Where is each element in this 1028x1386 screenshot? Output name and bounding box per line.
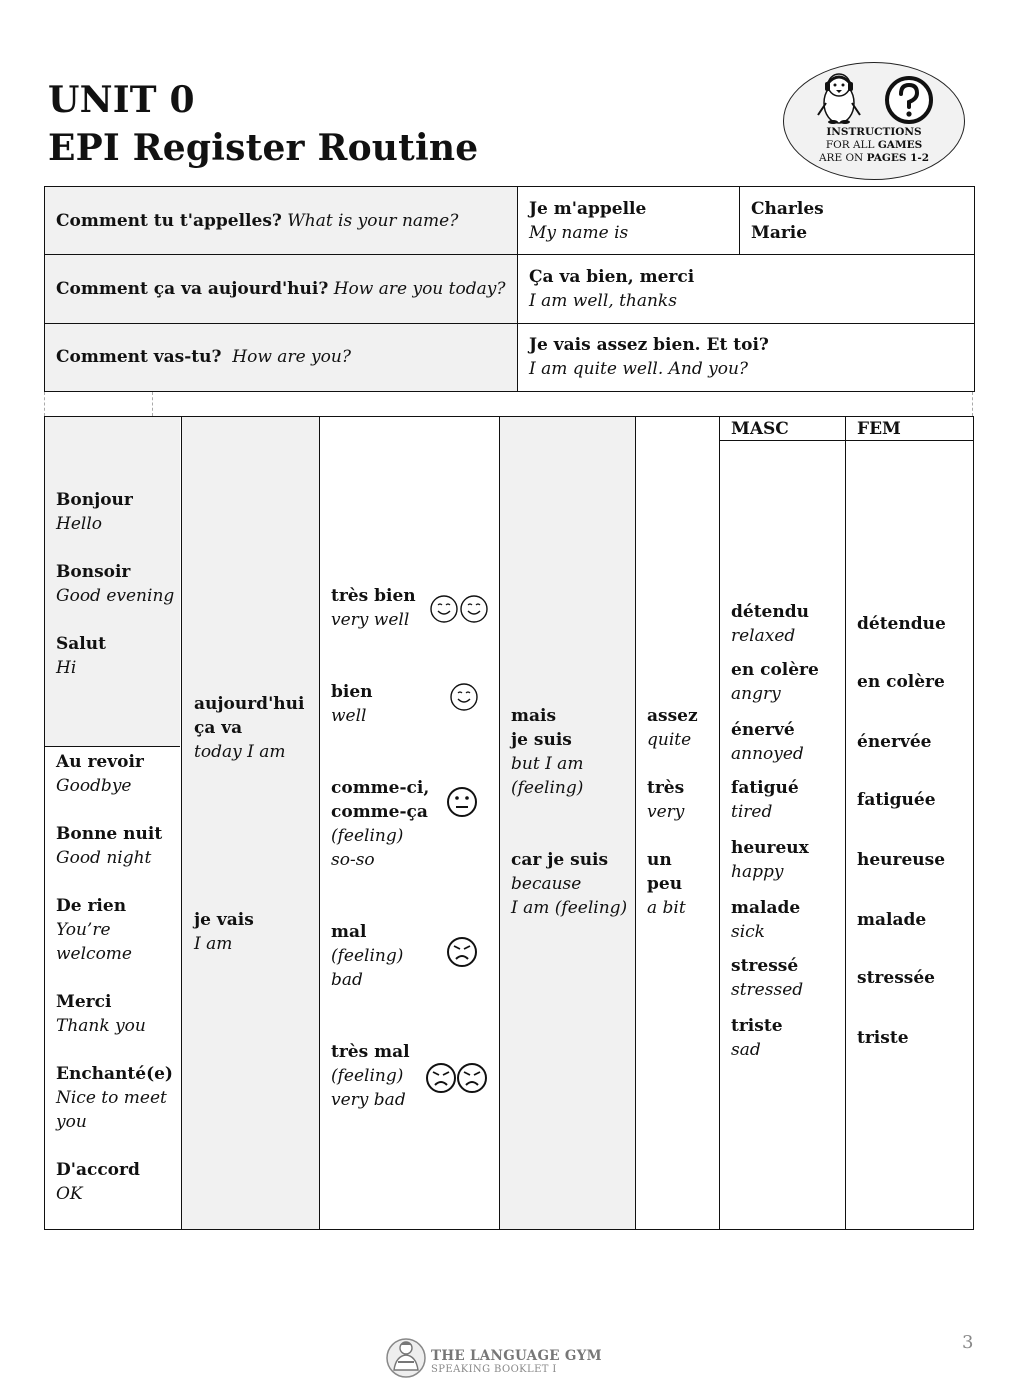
adjective-masc: stressé — [731, 956, 799, 976]
fem-item — [857, 788, 936, 812]
names-cell — [740, 187, 975, 255]
intensifier-fr: peu — [647, 874, 683, 894]
page-title — [48, 76, 478, 172]
adjective-fem: triste — [857, 1028, 909, 1048]
masc-item — [731, 954, 803, 1002]
farewell-en: Thank you — [56, 1016, 146, 1036]
connector-fr: mais — [511, 706, 557, 726]
feeling-item — [331, 776, 429, 872]
answer-fr: Ça va bien, merci — [529, 266, 695, 287]
feeling-item — [331, 584, 416, 632]
table-row — [45, 323, 975, 391]
adjective-masc: en colère — [731, 660, 819, 680]
language-gym-logo-icon — [385, 1332, 427, 1380]
badge-line-1: INSTRUCTIONS — [826, 126, 922, 138]
adjective-masc: énervé — [731, 720, 795, 740]
adjective-en: angry — [731, 684, 781, 704]
feeling-en: so-so — [331, 850, 375, 870]
feeling-item — [331, 680, 373, 728]
question-en: How are you? — [232, 347, 351, 368]
connector-en: because — [511, 874, 582, 894]
farewell-en: you — [56, 1112, 87, 1132]
feeling-fr: très mal — [331, 1042, 410, 1062]
fem-header: FEM — [846, 417, 974, 441]
badge-line-3a: ARE ON — [818, 152, 867, 164]
feeling-item — [331, 920, 403, 992]
happy-face-icon — [447, 682, 481, 712]
feeling-fr: bien — [331, 682, 373, 702]
question-fr: Comment tu t'appelles? — [56, 210, 282, 231]
fem-column — [846, 417, 974, 1229]
adjective-fem: en colère — [857, 672, 945, 692]
connector-column — [500, 417, 636, 1229]
instructions-badge — [783, 62, 965, 180]
feeling-en: bad — [331, 970, 363, 990]
farewell-fr: De rien — [56, 896, 127, 916]
adjective-fem: heureuse — [857, 850, 946, 870]
fem-item — [857, 908, 926, 932]
angry-face-icon — [445, 936, 479, 968]
divider-mark — [44, 392, 45, 416]
adjective-en: tired — [731, 802, 773, 822]
adjective-en: relaxed — [731, 626, 796, 646]
instructions-text — [784, 126, 964, 165]
starter-item — [194, 692, 304, 764]
intensifier-fr: assez — [647, 706, 698, 726]
adjective-masc: triste — [731, 1016, 783, 1036]
fem-item — [857, 730, 931, 754]
adjective-en: stressed — [731, 980, 804, 1000]
greeting-fr: Bonjour — [56, 490, 133, 510]
greetings-list — [56, 488, 174, 680]
badge-line-2a: FOR ALL — [825, 139, 878, 151]
farewell-en: welcome — [56, 944, 132, 964]
feeling-en: very well — [331, 610, 410, 630]
divider-row — [44, 392, 974, 416]
answer-en: I am quite well. And you? — [529, 359, 749, 380]
answer-cell — [518, 255, 975, 323]
question-cell — [45, 187, 518, 255]
fem-item — [857, 670, 945, 694]
farewell-en: Nice to meet — [56, 1088, 167, 1108]
feeling-fr: comme-ça — [331, 802, 428, 822]
adjective-en: sick — [731, 922, 765, 942]
feeling-fr: très bien — [331, 586, 416, 606]
greeting-en: Hello — [56, 514, 102, 534]
starter-en: today I am — [194, 742, 286, 762]
footer-brand: THE LANGUAGE GYM — [431, 1348, 602, 1364]
farewell-fr: Merci — [56, 992, 112, 1012]
feeling-en: very bad — [331, 1090, 406, 1110]
adjective-en: annoyed — [731, 744, 804, 764]
name-option: Charles — [751, 198, 824, 219]
connector-en: I am (feeling) — [511, 898, 628, 918]
farewell-fr: Enchanté(e) — [56, 1064, 173, 1084]
fem-item — [857, 612, 946, 636]
sentence-builder — [44, 416, 974, 1230]
connector-en: but I am — [511, 754, 584, 774]
name-option: Marie — [751, 222, 808, 243]
starter-en: I am — [194, 934, 233, 954]
farewells-list — [56, 750, 173, 1206]
masc-item — [731, 836, 809, 884]
adjective-masc: malade — [731, 898, 801, 918]
masc-item — [731, 600, 809, 648]
adjective-fem: fatiguée — [857, 790, 936, 810]
intensifier-list — [647, 704, 698, 920]
masc-header: MASC — [720, 417, 846, 441]
question-fr: Comment vas-tu? — [56, 347, 222, 368]
feeling-fr: mal — [331, 922, 367, 942]
table-row — [45, 187, 975, 255]
adjective-en: happy — [731, 862, 784, 882]
feeling-fr: comme-ci, — [331, 778, 430, 798]
masc-item — [731, 896, 800, 944]
farewell-en: Good night — [56, 848, 152, 868]
adjective-fem: énervée — [857, 732, 932, 752]
adjective-fem: détendue — [857, 614, 946, 634]
feeling-en: (feeling) — [331, 946, 404, 966]
question-cell — [45, 255, 518, 323]
masc-item — [731, 776, 799, 824]
answer-en: My name is — [529, 222, 629, 243]
question-en: How are you today? — [333, 278, 506, 299]
intensifier-en: a bit — [647, 898, 686, 918]
connector-fr: car je suis — [511, 850, 609, 870]
adjective-masc: heureux — [731, 838, 809, 858]
double-angry-face-icon — [426, 1062, 490, 1094]
starter-fr: je vais — [194, 910, 254, 930]
question-answer-table — [44, 186, 975, 392]
question-cell — [45, 323, 518, 391]
adjective-fem: stressée — [857, 968, 935, 988]
masc-item — [731, 658, 819, 706]
feeling-en: (feeling) — [331, 1066, 404, 1086]
connector-item — [511, 848, 627, 920]
feeling-en: (feeling) — [331, 826, 404, 846]
divider-mark — [152, 392, 153, 416]
feeling-en: well — [331, 706, 367, 726]
neutral-face-icon — [445, 786, 479, 818]
farewell-en: Goodbye — [56, 776, 132, 796]
fem-item — [857, 848, 945, 872]
farewell-en: You’re — [56, 920, 111, 940]
starter-fr: aujourd'hui — [194, 694, 305, 714]
intensifier-en: quite — [647, 730, 692, 750]
double-happy-face-icon — [429, 594, 493, 624]
farewell-fr: Bonne nuit — [56, 824, 163, 844]
starter-column — [182, 417, 320, 1229]
feeling-item — [331, 1040, 410, 1112]
adjective-masc: détendu — [731, 602, 809, 622]
intensifier-fr: un — [647, 850, 672, 870]
routine-title: EPI Register Routine — [48, 127, 479, 169]
fem-item — [857, 966, 935, 990]
greeting-en: Good evening — [56, 586, 175, 606]
answer-cell — [518, 187, 740, 255]
masc-item — [731, 1014, 783, 1062]
adjective-en: sad — [731, 1040, 761, 1060]
answer-en: I am well, thanks — [529, 290, 677, 311]
adjective-fem: malade — [857, 910, 927, 930]
divider-mark — [972, 392, 973, 416]
farewell-fr: Au revoir — [56, 752, 144, 772]
answer-cell — [518, 323, 975, 391]
adjective-masc: fatigué — [731, 778, 799, 798]
question-en: What is your name? — [287, 210, 459, 231]
badge-line-2b: GAMES — [877, 139, 923, 151]
footer-subtitle: SPEAKING BOOKLET I — [431, 1364, 557, 1375]
answer-fr: Je vais assez bien. Et toi? — [529, 335, 769, 356]
connector-en: (feeling) — [511, 778, 584, 798]
badge-line-3b: PAGES 1-2 — [866, 152, 930, 164]
intensifier-en: very — [647, 802, 685, 822]
answer-fr: Je m'appelle — [529, 198, 647, 219]
starter-item — [194, 908, 254, 956]
greeting-fr: Salut — [56, 634, 106, 654]
farewell-en: OK — [56, 1184, 83, 1204]
page-number: 3 — [962, 1332, 974, 1353]
table-row — [45, 255, 975, 323]
greeting-en: Hi — [56, 658, 77, 678]
fem-item — [857, 1026, 909, 1050]
connector-item — [511, 704, 583, 800]
question-fr: Comment ça va aujourd'hui? — [56, 278, 329, 299]
masc-item — [731, 718, 804, 766]
farewell-fr: D'accord — [56, 1160, 140, 1180]
connector-fr: je suis — [511, 730, 572, 750]
intensifier-fr: très — [647, 778, 685, 798]
starter-fr: ça va — [194, 718, 243, 738]
greeting-fr: Bonsoir — [56, 562, 131, 582]
unit-label: UNIT 0 — [48, 79, 195, 121]
